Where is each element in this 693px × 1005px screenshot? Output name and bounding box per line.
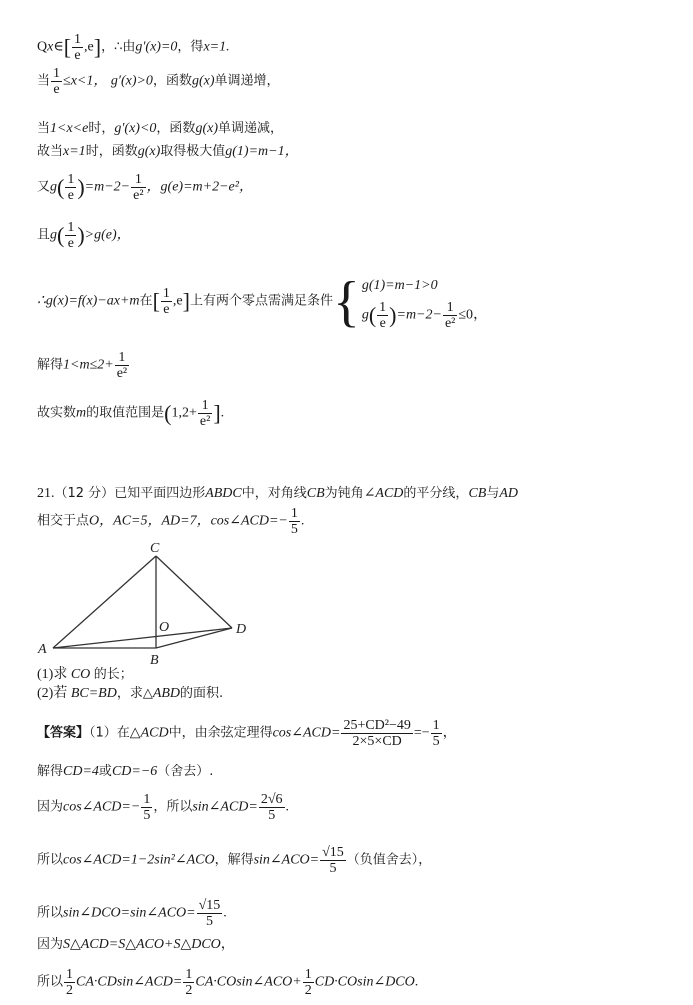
text: 因为 (37, 799, 64, 815)
math: CD·COsin∠DCO (314, 974, 415, 990)
text: 时， (88, 121, 115, 136)
denominator: 2 (66, 983, 74, 998)
numerator: √15 (322, 845, 344, 860)
math: CA·CDsin∠ACD= (76, 974, 183, 990)
math: x∈ (47, 39, 64, 55)
math: sin∠ACD= (192, 799, 258, 815)
text: 单调递减， (217, 121, 283, 136)
math: g′(x)=0 (135, 39, 178, 55)
numerator: √15 (198, 898, 221, 913)
text: 的平分线， (403, 486, 469, 501)
math: △ACD (129, 725, 169, 741)
text: （负值舍去）， (346, 852, 432, 868)
answer-line-2 (37, 762, 213, 782)
text: (1)求 (37, 667, 68, 682)
question-1 (37, 665, 133, 685)
text: 当 (37, 121, 51, 136)
answer-line-1 (37, 718, 457, 749)
math: g′(x)<0 (114, 121, 157, 136)
math: ABD (152, 686, 181, 701)
answer-line-4 (37, 845, 431, 876)
text: （1）在 (89, 725, 130, 741)
text: 中，由余弦定理得 (168, 725, 273, 741)
text: ， (442, 725, 457, 741)
math: 1<x<e (50, 121, 89, 136)
numerator: 1 (162, 286, 170, 301)
denominator: 2 (304, 983, 312, 998)
math: BC=BD (70, 686, 117, 701)
fraction (320, 845, 346, 876)
math: cos∠ACD= (272, 725, 341, 741)
math: CO (70, 667, 91, 682)
denominator: e² (116, 366, 128, 381)
label-D: D (236, 622, 247, 637)
text: （舍去）. (157, 764, 214, 779)
text: ，得 (177, 39, 204, 55)
paren-open: ( (368, 302, 377, 328)
math: g (50, 227, 58, 243)
bracket-close: ] (213, 400, 221, 426)
problem-score: （12 分） (54, 486, 115, 501)
math: ，g(e)=m+2−e²， (146, 179, 253, 195)
label-B: B (150, 653, 159, 668)
math: cos∠ACD=− (63, 799, 141, 815)
bracket-open: [ (152, 288, 160, 314)
math: g′(x)>0 (110, 73, 153, 89)
math: g(1)=m−1， (225, 144, 299, 159)
text: 所以 (37, 905, 64, 921)
text: 时，函数 (85, 144, 138, 159)
text: Q (37, 39, 48, 55)
fraction (341, 718, 412, 749)
denominator: e (67, 236, 74, 251)
text: ，求△ (116, 686, 153, 701)
answer-line-6 (37, 935, 235, 955)
fraction (64, 967, 75, 998)
math: CB (468, 486, 487, 501)
math: =m−2− (84, 179, 131, 195)
fraction (197, 898, 223, 929)
fraction (183, 967, 194, 998)
text: 与 (486, 486, 500, 501)
numerator: 2√6 (260, 792, 283, 807)
numerator: 1 (67, 220, 75, 235)
denominator: e (379, 316, 386, 331)
text: ，函数 (152, 73, 192, 89)
numerator: 1 (432, 718, 440, 733)
math: ,e (84, 39, 94, 55)
math: >g(e)， (84, 227, 131, 243)
text: 故当 (37, 144, 64, 159)
denominator: e² (444, 316, 456, 331)
math: sin∠ACO= (253, 852, 320, 868)
fraction (259, 792, 285, 823)
label-O: O (159, 620, 170, 635)
denominator: e (74, 48, 81, 63)
math: CD=−6 (111, 764, 158, 779)
math: m (76, 405, 87, 421)
numerator: 1 (67, 172, 75, 187)
text: 故实数 (37, 405, 77, 421)
paren-open: ( (57, 222, 65, 248)
numerator: 1 (74, 32, 82, 47)
math: ,e (172, 293, 183, 309)
label-A: A (38, 642, 47, 657)
text: 中，对角线 (241, 486, 307, 501)
math: AD (499, 486, 519, 501)
denominator: 5 (329, 861, 337, 876)
math: g (361, 307, 369, 323)
math: S△ACD=S△ACO+S△DCO (63, 937, 221, 952)
math: 1,2+ (171, 405, 197, 421)
answer-line-3 (37, 792, 289, 823)
denominator: 5 (143, 808, 151, 823)
math: CB (306, 486, 325, 501)
numerator: 1 (379, 300, 387, 315)
numerator: 1 (443, 300, 457, 316)
paren-close: ) (389, 302, 397, 328)
math: x=1 (63, 144, 86, 159)
denominator: 5 (205, 914, 213, 929)
paren-close: ) (77, 174, 85, 200)
answer-tag: 【答案】 (37, 725, 90, 741)
text: 又 (37, 179, 51, 195)
math: =− (413, 725, 430, 741)
fraction (303, 967, 314, 998)
paren-open: ( (57, 174, 65, 200)
numerator: 1 (131, 172, 145, 188)
text: 且 (37, 227, 51, 243)
label-C: C (150, 541, 160, 556)
denominator: e² (199, 414, 211, 429)
text: ，所以 (153, 799, 193, 815)
math: cos∠ACD=1−2sin²∠ACO (63, 852, 215, 868)
math: ≤0 (458, 307, 474, 323)
text: ， (473, 307, 488, 323)
text: 已知平面四边形 (114, 486, 206, 501)
math: CD=4 (63, 764, 99, 779)
math: ∠ACD (363, 486, 404, 501)
bracket-close: ] (182, 288, 190, 314)
text: 的长； (93, 667, 133, 682)
text: 的面积. (180, 686, 224, 701)
denominator: 5 (290, 522, 298, 537)
text: 因为 (37, 937, 64, 952)
problem-number: 21. (37, 486, 55, 501)
text: (2)若 (37, 686, 68, 701)
numerator: 25+CD²−49 (343, 718, 411, 733)
text: 解得 (37, 357, 64, 373)
math: sin∠DCO=sin∠ACO= (63, 905, 196, 921)
denominator: e² (133, 188, 144, 203)
denominator: e (67, 188, 74, 203)
denominator: 5 (268, 808, 276, 823)
denominator: 5 (432, 734, 440, 749)
text: 的取值范围是 (86, 405, 165, 421)
denominator: 2 (185, 983, 193, 998)
math: ≤x<1， (63, 73, 108, 89)
text: 上有两个零点需满足条件 (189, 293, 333, 309)
math: g(x) (137, 144, 161, 159)
text: 取得极大值 (160, 144, 226, 159)
denominator: e (53, 82, 60, 97)
answer-line-7 (37, 967, 418, 998)
math: ，AC=5，AD=7，cos∠ACD=− (99, 513, 288, 529)
text: ， (220, 937, 235, 952)
numerator: 1 (53, 66, 61, 81)
fraction (141, 792, 152, 823)
paren-open: ( (164, 400, 172, 426)
math: 1<m≤2+ (63, 357, 114, 373)
math: ABDC (205, 486, 242, 501)
numerator: 1 (185, 967, 193, 982)
text: 单调递增， (214, 73, 280, 89)
text: 解得 (37, 764, 64, 779)
text: 为钝角 (324, 486, 364, 501)
numerator: 1 (115, 350, 129, 366)
text: 相交于点 (37, 513, 90, 529)
math: CA·COsin∠ACO+ (195, 974, 302, 990)
question-2 (37, 684, 223, 704)
denominator: 2×5×CD (352, 734, 402, 749)
math: g (50, 179, 58, 195)
text: ，函数 (156, 121, 196, 136)
math: =m−2− (396, 307, 442, 323)
numerator: 1 (290, 506, 298, 521)
bracket-close: ] (93, 34, 102, 60)
math: g(x) (195, 121, 218, 136)
text: . (300, 513, 305, 529)
math: O (89, 513, 100, 529)
math: ∴g(x)=f(x)−ax+m (37, 293, 140, 309)
numerator: 1 (143, 792, 151, 807)
text: 在 (139, 293, 153, 309)
text: 或 (98, 764, 112, 779)
text: . (285, 799, 290, 815)
math: g(1)=m−1>0 (361, 278, 438, 293)
math: x=1. (203, 39, 230, 55)
brace-icon: { (332, 270, 360, 333)
text: . (220, 405, 225, 421)
answer-line-5 (37, 898, 227, 929)
math: g(x) (191, 73, 215, 89)
text: 当 (37, 73, 51, 89)
numerator: 1 (198, 398, 212, 414)
text: . (414, 974, 419, 990)
bracket-open: [ (63, 34, 72, 60)
fraction (431, 718, 442, 749)
text: ，∴由 (101, 39, 136, 55)
numerator: 1 (66, 967, 74, 982)
text: ，解得 (214, 852, 254, 868)
text: . (223, 905, 227, 921)
numerator: 1 (304, 967, 312, 982)
denominator: e (163, 302, 170, 317)
paren-close: ) (77, 222, 85, 248)
text: 所以 (37, 974, 64, 990)
text: 所以 (37, 852, 64, 868)
